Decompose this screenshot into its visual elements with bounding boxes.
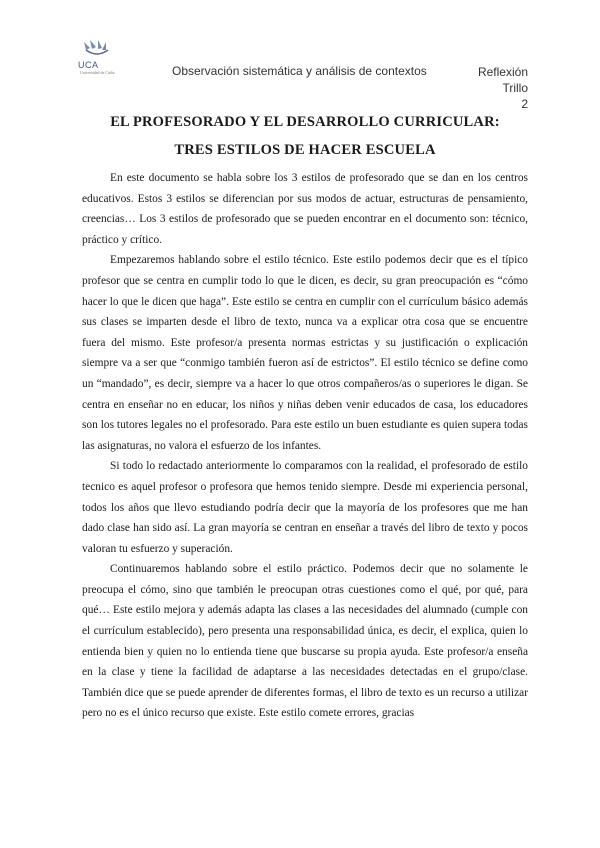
logo-subtext: Universidad de Cádiz — [80, 70, 115, 75]
page-number: 2 — [521, 97, 528, 111]
paragraph: En este documento se habla sobre los 3 estilos de profesorado que se dan en los centros educativos. Estos 3 estilos se diferencian por sus modos de actuar, estructuras de pensamiento, creencias… Los 3 estilos de profesorado que se pueden encontrar en el documento son: técnico, práctico y crítico. — [82, 172, 528, 246]
document-title-line-1: EL PROFESORADO Y EL DESARROLLO CURRICULAR: — [110, 114, 500, 130]
header-reflexion: Reflexión — [477, 65, 528, 79]
header-course-title: Observación sistemática y análisis de contextos — [172, 64, 427, 78]
document-title-line-2: TRES ESTILOS DE HACER ESCUELA — [174, 142, 436, 158]
header-author: Trillo — [502, 81, 528, 95]
header-right-block — [478, 64, 528, 112]
paragraph: Continuaremos hablando sobre el estilo práctico. Podemos decir que no solamente le preocupa el cómo, sino que también le preocupan otras cuestiones como el qué, por qué, para qué… Este estilo mejora y además adapta las clases a las necesidades del alumnado (cumple con el currículum establecido), pero presenta una responsabilidad única, es decir, el explica, quien lo entienda bien y quien no lo entienda tiene que buscarse su propia ayuda. Este profesor/a enseña en la clase y tiene la facilidad de adaptarse a las necesidades detectadas en el grupo/clase. También dice que se puede aprender de diferentes formas, el libro de texto es un recurso a utilizar pero no es el único recurso que existe. Este estilo comete errores, gracias — [82, 563, 528, 720]
paragraph: Empezaremos hablando sobre el estilo técnico. Este estilo podemos decir que es el típico profesor que se centra en cumplir todo lo que le dicen, es decir, su gran preocupación es “cómo hacer lo que le dicen que haga”. Este estilo se centra en cumplir con el currículum básico además sus clases se imparten desde el libro de texto, nunca va a explicar otra cosa que se encuentre fuera del mismo. Este profesor/a presenta normas estrictas y su justificación o explicación siempre va a ser que “conmigo también fueron así de estrictos”. El estilo técnico se define como un “mandado”, es decir, siempre va a hacer lo que otros compañeros/as o superiores le digan. Se centra en enseñar no en educar, los niños y niñas deben venir educados de casa, los educadores son los tutores legales no el profesorado. Para este estilo un buen estudiante es quien supera todas las asignaturas, no valora el esfuerzo de los infantes. — [82, 254, 528, 452]
paragraph: Si todo lo redactado anteriormente lo comparamos con la realidad, el profesorado de estilo tecnico es aquel profesor o profesora que hemos tenido siempre. Desde mi experiencia personal, todos los años que llevo estudiando podría decir que la mayoría de los profesores que me han dado clase han sido así. La gran mayoría se centran en enseñar a través del libro de texto y pocos valoran tu esfuerzo y superación. — [82, 460, 528, 555]
document-body — [82, 168, 528, 724]
logo-text: UCA — [78, 60, 99, 70]
